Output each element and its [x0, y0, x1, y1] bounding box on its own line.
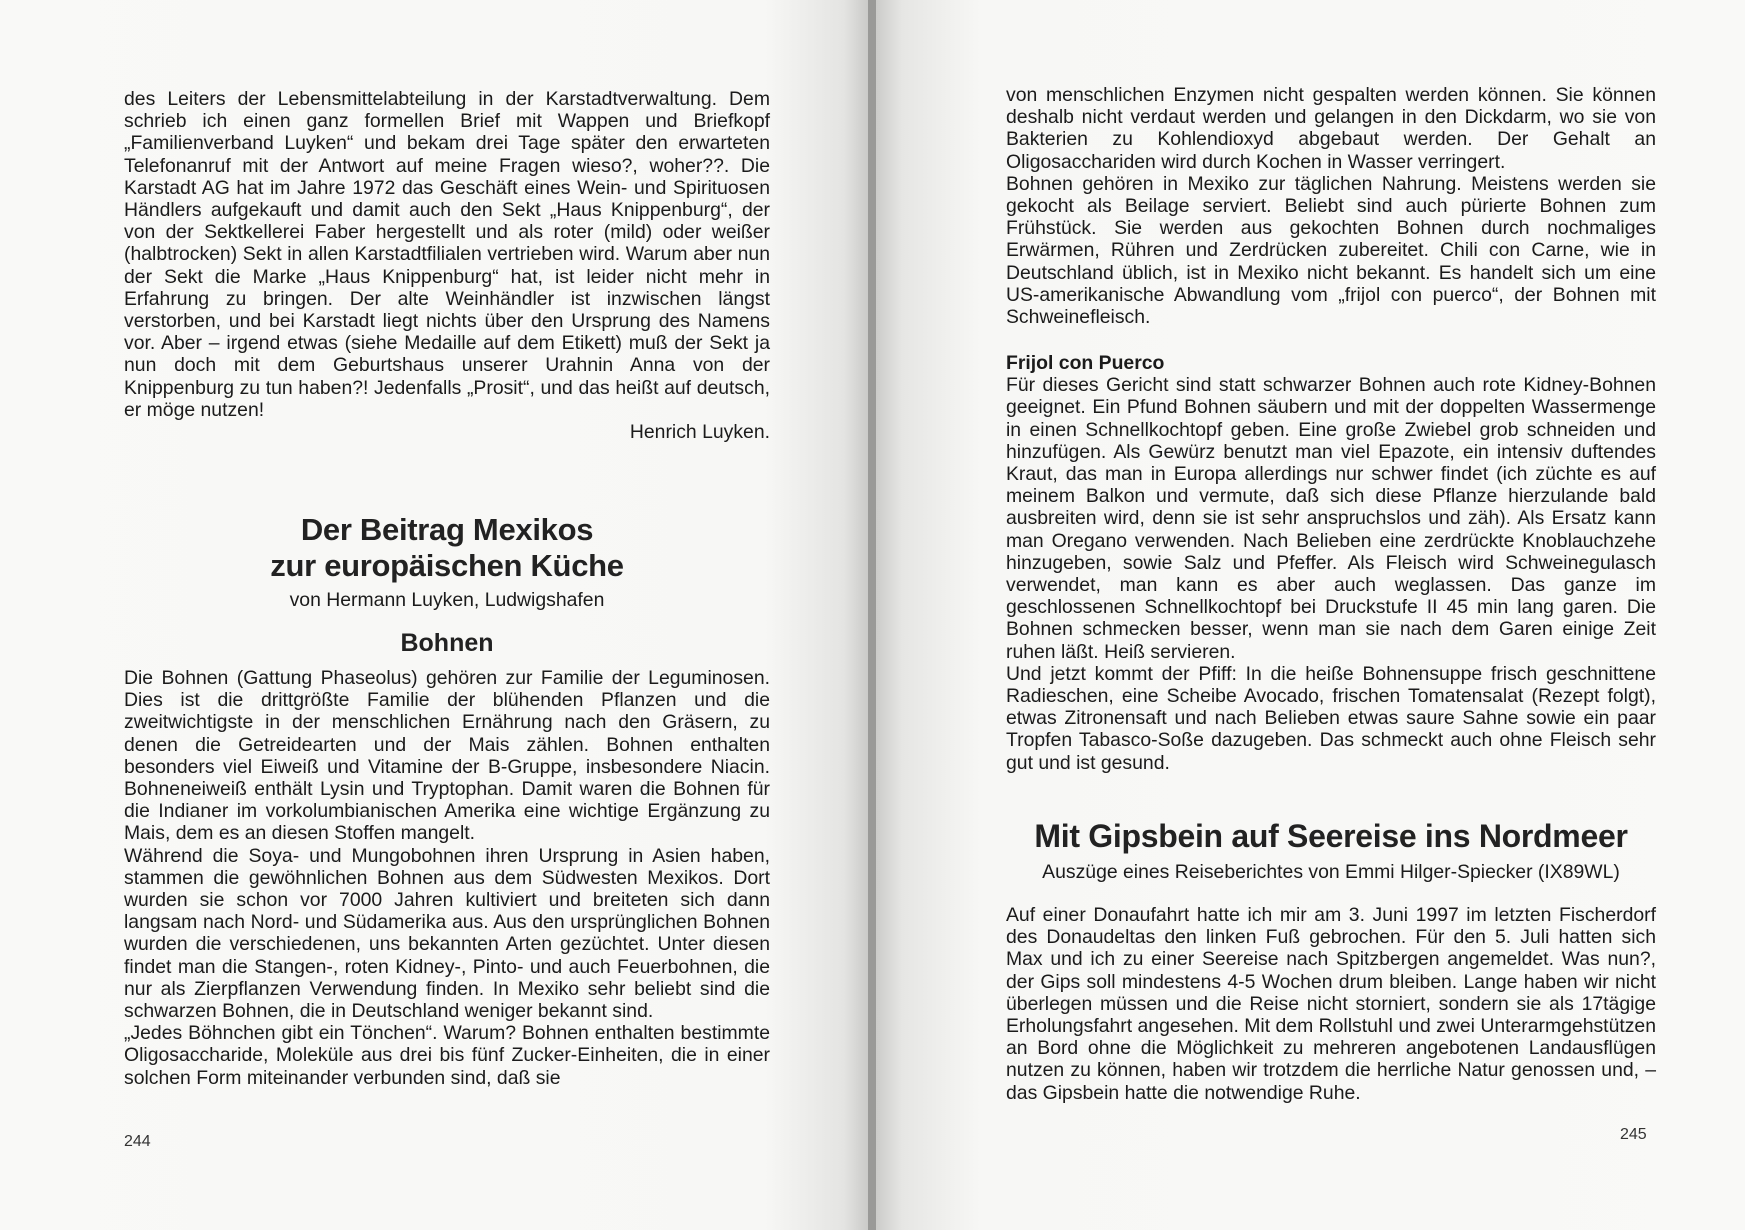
article-byline: Auszüge eines Reiseberichtes von Emmi Hilger-Spiecker (IX89WL): [1042, 861, 1620, 883]
page-number: 244: [124, 1133, 151, 1150]
paragraph: Auf einer Donaufahrt hatte ich mir am 3. Juni 1997 im letzten Fischerdorf des Donaudeltas den linken Fuß gebrochen. Für den 5. Juli hatten sich Max und ich zu einer Seereise nach Spitzbergen angemeldet. Was nun?, der Gips soll mindestens 4-5 Wochen drum bleiben. Lange haben wir nicht überlegen müssen und die Reise nicht storniert, sondern sie als 17tägige Erholungsfahrt angesehen. Mit dem Rollstuhl und zwei Unterarmgehstützen an Bord ohne die Möglichkeit zu mehreren angebotenen Landausflügen nutzen zu können, haben wir trotzdem die herrliche Natur genossen und, – das Gipsbein hatte die notwendige Ruhe.: [1006, 904, 1656, 1104]
left-article-body: [124, 667, 770, 1089]
article-title: [124, 512, 770, 584]
paragraph: Die Bohnen (Gattung Phaseolus) gehören zur Familie der Leguminosen. Dies ist die drittgrößte Familie der blühenden Pflanzen und die zweitwichtigste in der menschlichen Ernährung nach den Gräsern, zu denen die Getreidearten und der Mais zählen. Bohnen enthalten besonders viel Eiweiß und Vitamine der B-Gruppe, insbesondere Niacin. Bohneneiweiß enthält Lysin und Tryptophan. Damit waren die Bohnen für die Indianer im vorkolumbianischen Amerika eine wichtige Ergänzung zu Mais, dem es an diesen Stoffen mangelt.: [124, 667, 770, 845]
paragraph: Für dieses Gericht sind statt schwarzer Bohnen auch rote Kidney-Bohnen geeignet. Ein Pfund Bohnen säubern und mit der doppelten Wassermenge in einen Schnellkochtopf geben. Eine große Zwiebel grob schneiden und hinzufügen. Als Gewürz benutzt man viel Epazote, ein intensiv duftendes Kraut, das man in Europa allerdings nur schwer findet (ich züchte es auf meinem Balkon und vermute, daß sich diese Pflanze hierzulande bald ausbreiten wird, denn sie ist sehr anspruchslos und zäh). Als Ersatz kann man Oregano verwenden. Nach Belieben eine zerdrückte Knoblauchzehe hinzugeben, sowie Salz und Pfeffer. Als Fleisch wird Schweinegulasch verwendet, man kann es aber auch weglassen. Das ganze im geschlossenen Schnellkochtopf bei Druckstufe II 45 min lang garen. Die Bohnen schmecken besser, wenn man sie nach dem Garen einige Zeit ruhen läßt. Heiß servieren.: [1006, 374, 1656, 663]
paragraph: Bohnen gehören in Mexiko zur täglichen Nahrung. Meistens werden sie gekocht als Beilage serviert. Beliebt sind auch pürierte Bohnen zum Frühstück. Sie werden aus gekochten Bohnen durch nochmaliges Erwärmen, Rühren und Zerdrücken zubereitet. Chili con Carne, wie in Deutschland üblich, ist in Mexiko nicht bekannt. Es handelt sich um eine US-amerikanische Abwandlung vom „frijol con puerco“, der Bohnen mit Schweinefleisch.: [1006, 172, 1656, 329]
travel-report-text: [1006, 904, 1656, 1104]
recipe-section: [1006, 352, 1656, 774]
article-title-line-1: Der Beitrag Mexikos: [300, 512, 594, 547]
left-intro-text: [124, 88, 770, 421]
paragraph: Und jetzt kommt der Pfiff: In die heiße Bohnensuppe frisch geschnittene Radieschen, eine Scheibe Avocado, frischen Tomatensalat (Rezept folgt), etwas Zitronensaft und nach Belieben etwas saure Sahne sowie ein paar Tropfen Tabasco-Soße dazugeben. Das schmeckt auch ohne Fleisch sehr gut und ist gesund.: [1006, 662, 1656, 774]
paragraph: „Jedes Böhnchen gibt ein Tönchen“. Warum? Bohnen enthalten bestimmte Oligosaccharide, Moleküle aus drei bis fünf Zucker-Einheiten, die in einer solchen Form miteinander verbunden sind, daß sie: [124, 1022, 770, 1089]
signature: Henrich Luyken.: [629, 421, 770, 443]
article-byline: von Hermann Luyken, Ludwigshafen: [289, 589, 605, 611]
paragraph: Während die Soya- und Mungobohnen ihren Ursprung in Asien haben, stammen die gewöhnlichen Bohnen aus dem Südwesten Mexikos. Dort wurden sie schon vor 7000 Jahren kultiviert und breiteten sich dann langsam nach Nord- und Südamerika aus. Aus den ursprünglichen Bohnen wurden die verschiedenen, uns bekannten Arten gezüchtet. Unter diesen findet man die Stangen-, roten Kidney-, Pinto- und auch Feuerbohnen, die nur als Zierpflanzen Verwendung finden. In Mexiko sehr beliebt sind die schwarzen Bohnen, die in Deutschland weniger bekannt sind.: [124, 844, 770, 1023]
right-page: [876, 0, 1745, 1230]
left-page: [0, 0, 870, 1230]
article-title-line-2: zur europäischen Küche: [270, 548, 624, 583]
paragraph: des Leiters der Lebensmittelabteilung in der Karstadtverwaltung. Dem schrieb ich einen ganz formellen Brief mit Wappen und Briefkopf „Familienverband Luyken“ und bekam drei Tage später den erwarteten Telefonanruf mit der Antwort auf meine Fragen wieso?, woher??. Die Karstadt AG hat im Jahre 1972 das Geschäft eines Wein- und Spirituosen Händlers aufgekauft und damit auch den Sekt „Haus Knippenburg“, der von der Sektkellerei Faber hergestellt und als roter (mild) oder weißer (halbtrocken) Sekt in allen Karstadtfilialen vertrieben wird. Warum aber nun der Sekt die Marke „Haus Knippenburg“ hat, ist leider nicht mehr in Erfahrung zu bringen. Der alte Weinhändler ist inzwischen längst verstorben, und bei Karstadt liegt nichts über den Ursprung des Namens vor. Aber – irgend etwas (siehe Medaille auf dem Etikett) muß der Sekt ja nun doch mit dem Geburtshaus unserer Urahnin Anna von der Knippenburg zu tun haben?! Jedenfalls „Prosit“, und das heißt auf deutsch, er möge nutzen!: [124, 88, 770, 421]
section-heading: Bohnen: [400, 629, 494, 657]
recipe-subheading: Frijol con Puerco: [1006, 352, 1165, 374]
article-title: Mit Gipsbein auf Seereise ins Nordmeer: [1034, 818, 1628, 854]
page-number: 245: [1620, 1126, 1647, 1143]
paragraph: von menschlichen Enzymen nicht gespalten werden können. Sie können deshalb nicht verdaut werden und gelangen in den Dickdarm, wo sie von Bakterien zu Kohlendioxyd abgebaut werden. Der Gehalt an Oligosacchariden wird durch Kochen in Wasser verringert.: [1006, 84, 1656, 173]
right-continued-text: [1006, 84, 1656, 328]
